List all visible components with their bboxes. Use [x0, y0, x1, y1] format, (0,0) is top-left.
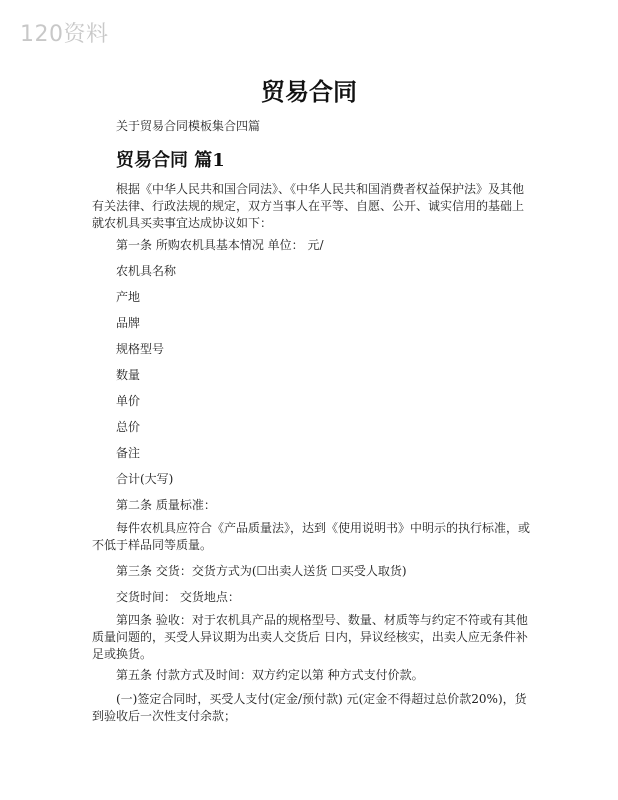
- field-unit-price: 单价: [116, 394, 141, 408]
- delivery-line: 交货时间： 交货地点：: [116, 590, 240, 604]
- article-4-text: 第四条 验收：对于农机具产品的规格型号、数量、材质等与约定不符或有其他质量问题的，买受人异议期为出卖人交货后 日内，异议经核实，出卖人应无条件补足或换货。: [92, 613, 528, 661]
- field-total-words: 合计(大写): [116, 472, 174, 486]
- article-1: 第一条 所购农机具基本情况 单位： 元/: [116, 238, 324, 252]
- field-origin: 产地: [116, 290, 141, 304]
- intro-paragraph: [92, 181, 532, 232]
- payment-option-1: [92, 691, 532, 725]
- article-2: 第二条 质量标准：: [116, 498, 216, 512]
- article-2-body: [92, 520, 532, 554]
- field-name: 农机具名称: [116, 264, 177, 278]
- intro-text: 根据《中华人民共和国合同法》、《中华人民共和国消费者权益保护法》及其他有关法律、行政法规的规定，双方当事人在平等、自愿、公开、诚实信用的基础上就农机具买卖事宜达成协议如下：: [92, 182, 525, 230]
- article-5: 第五条 付款方式及时间：双方约定以第 种方式支付价款。: [116, 668, 424, 682]
- article-4: [92, 612, 532, 663]
- document-title: 贸易合同: [261, 77, 357, 106]
- article-2-body-text: 每件农机具应符合《产品质量法》，达到《使用说明书》中明示的执行标准，或不低于样品同等质量。: [92, 521, 531, 552]
- field-quantity: 数量: [116, 368, 141, 382]
- subtitle: 关于贸易合同模板集合四篇: [116, 119, 261, 133]
- watermark: 120资料: [20, 22, 109, 47]
- article-3: 第三条 交货：交货方式为(☐出卖人送货 ☐买受人取货): [116, 564, 407, 578]
- field-model: 规格型号: [116, 342, 165, 356]
- field-remarks: 备注: [116, 446, 141, 460]
- payment-option-1-text: (一)签定合同时，买受人支付(定金/预付款) 元(定金不得超过总价款20%)，货到验收后一次性支付余款；: [92, 692, 527, 723]
- field-total-price: 总价: [116, 420, 141, 434]
- field-brand: 品牌: [116, 316, 141, 330]
- section-title: 贸易合同 篇1: [116, 150, 225, 171]
